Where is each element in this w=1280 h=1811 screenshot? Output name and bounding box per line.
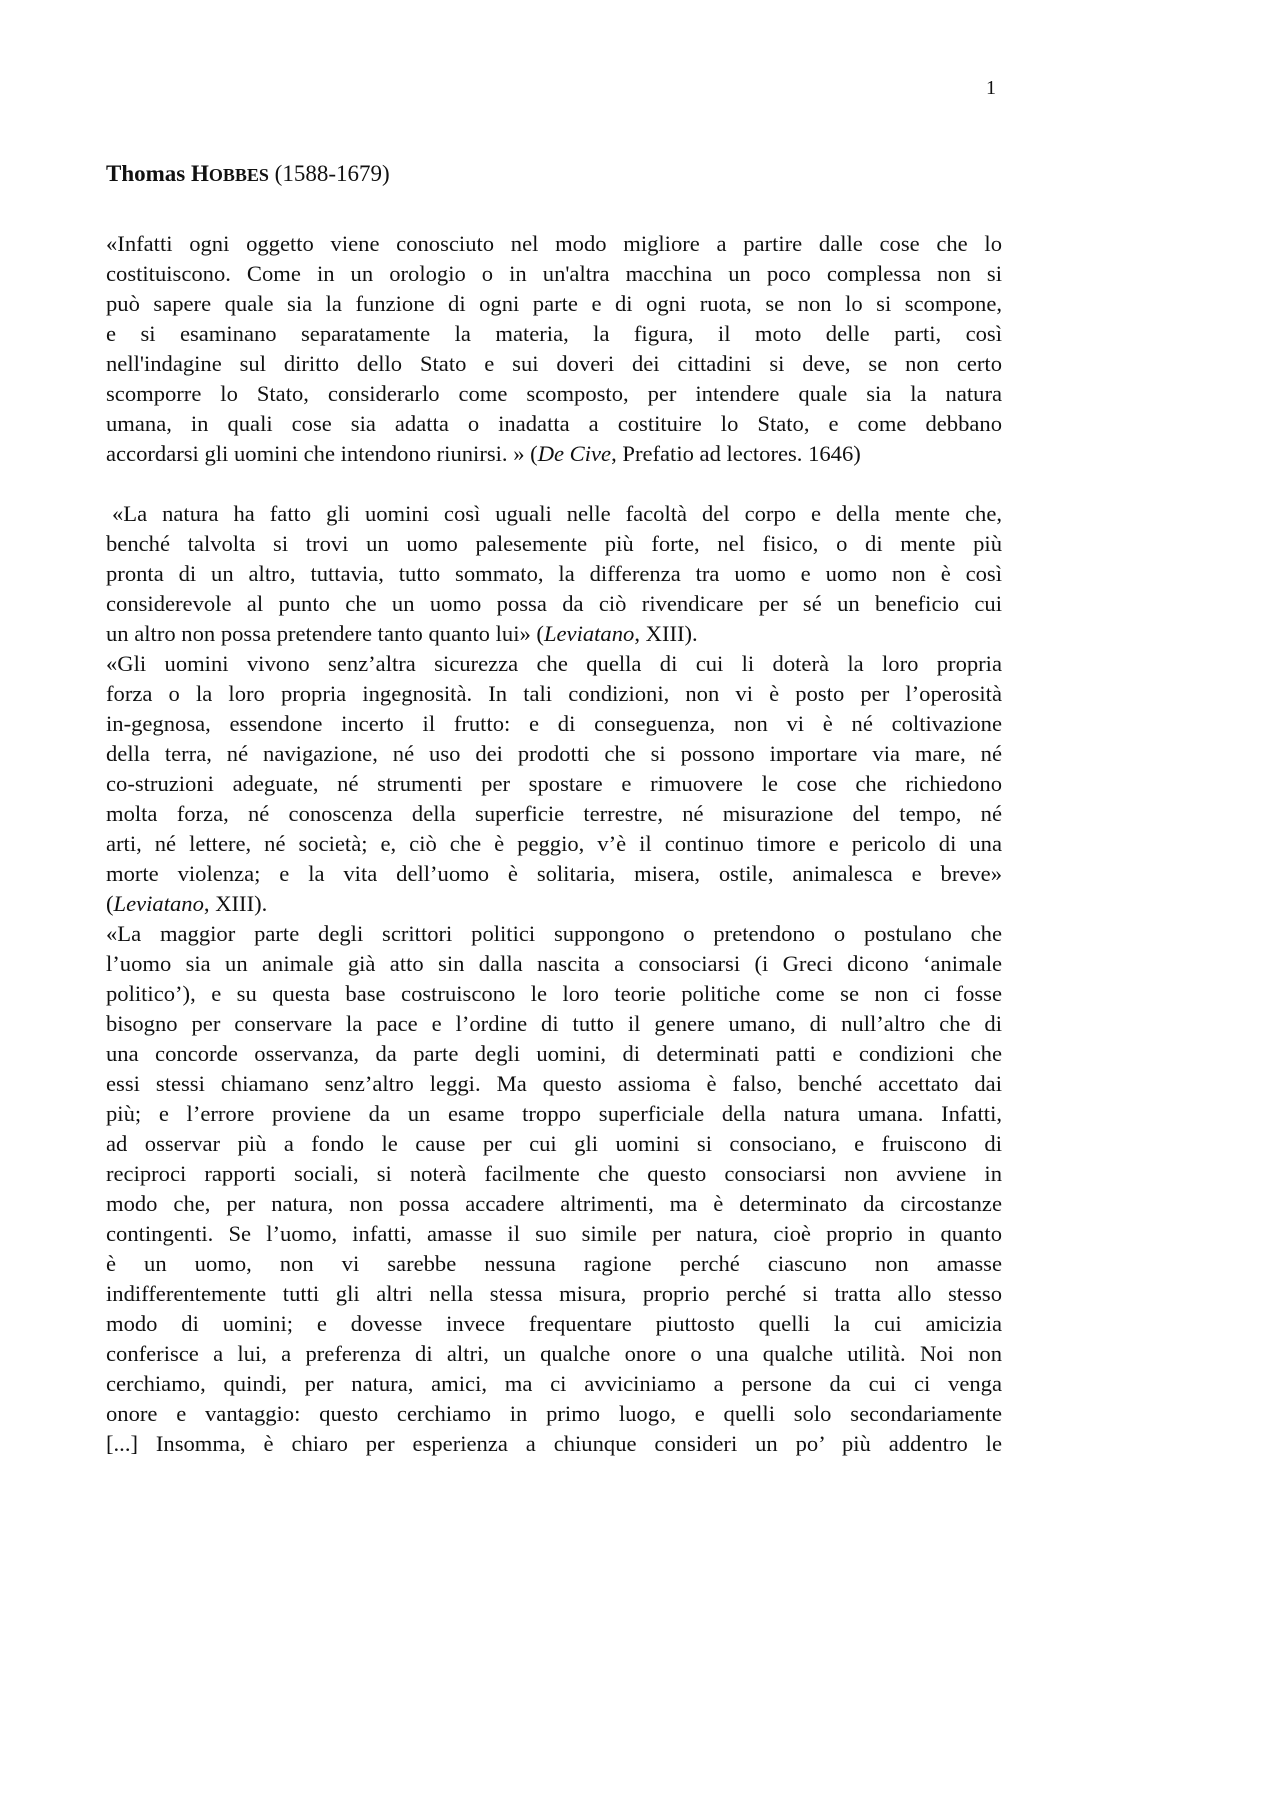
citation-rest: , XIII). [634,621,698,646]
text-line: [...] Insomma, è chiaro per esperienza a chiunque consideri un po’ più addentro le [106,1431,1002,1456]
text-line-with-citation [106,889,1002,919]
quote-de-cive [106,229,1002,469]
text-line: contingenti. Se l’uomo, infatti, amasse il suo simile per natura, cioè proprio in quanto [106,1221,1002,1246]
citation-work-title: Leviatano [113,891,204,916]
text-line: politico’), e su questa base costruiscono le loro teorie politiche come se non ci fosse [106,981,1002,1006]
text-line: pronta di un altro, tuttavia, tutto sommato, la differenza tra uomo e uomo non è così [106,561,1002,586]
text-line: in-gegnosa, essendone incerto il frutto: e di conseguenza, non vi è né coltivazione [106,711,1002,736]
quote-leviatano [106,499,1002,1459]
page-number: 1 [986,77,996,99]
text-line: può sapere quale sia la funzione di ogni parte e di ogni ruota, se non lo si scompone, [106,291,1002,316]
text-line: modo di uomini; e dovesse invece frequentare piuttosto quelli la cui amicizia [106,1311,1002,1336]
text-line: «La maggior parte degli scrittori politici suppongono o pretendono o postulano che [106,921,1002,946]
text-line: reciproci rapporti sociali, si noterà facilmente che questo consociarsi non avviene in [106,1161,1002,1186]
text-line: co-struzioni adeguate, né strumenti per spostare e rimuovere le cose che richiedono [106,771,1002,796]
text-line: scomporre lo Stato, considerarlo come scomposto, per intendere quale sia la natura [106,381,1002,406]
text-line: cerchiamo, quindi, per natura, amici, ma ci avviciniamo a persone da cui ci venga [106,1371,1002,1396]
citation-prefix: un altro non possa pretendere tanto quanto lui» ( [106,621,544,646]
text-line: umana, in quali cose sia adatta o inadatta a costituire lo Stato, e come debbano [106,411,1002,436]
text-line: modo che, per natura, non possa accadere altrimenti, ma è determinato da circostanze [106,1191,1002,1216]
citation-rest: , XIII). [203,891,268,916]
citation-prefix: accordarsi gli uomini che intendono riunirsi. » ( [106,441,538,466]
text-line: indifferentemente tutti gli altri nella stessa misura, proprio perché si tratta allo stesso [106,1281,1002,1306]
page-title [106,160,390,189]
text-line: morte violenza; e la vita dell’uomo è solitaria, misera, ostile, animalesca e breve» [106,861,1002,886]
citation-prefix: ( [106,891,114,916]
text-line: forza o la loro propria ingegnosità. In tali condizioni, non vi è posto per l’operosità [106,681,1002,706]
citation-work-title: Leviatano [543,621,635,646]
text-line: l’uomo sia un animale già atto sin dalla nascita a consociarsi (i Greci dicono ‘animale [106,951,1002,976]
text-line: molta forza, né conoscenza della superficie terrestre, né misurazione del tempo, né [106,801,1002,826]
text-line: e si esaminano separatamente la materia, la figura, il moto delle parti, così [106,321,1002,346]
text-line: bisogno per conservare la pace e l’ordine di tutto il genere umano, di null’altro che di [106,1011,1002,1036]
author-surname-rest: OBBES [208,165,269,185]
text-line: «La natura ha fatto gli uomini così uguali nelle facoltà del corpo e della mente che, [112,501,1002,526]
text-line: più; e l’errore proviene da un esame troppo superficiale della natura umana. Infatti, [106,1101,1002,1126]
text-line: è un uomo, non vi sarebbe nessuna ragione perché ciascuno non amasse [106,1251,1002,1276]
citation-rest: , Prefatio ad lectores. 1646) [611,441,861,466]
citation-work-title: De Cive [537,441,612,466]
text-line-with-citation [106,619,1002,649]
text-line: conferisce a lui, a preferenza di altri, un qualche onore o una qualche utilità. Noi non [106,1341,1002,1366]
author-surname-initial: H [191,161,209,186]
text-line: «Gli uomini vivono senz’altra sicurezza che quella di cui li doterà la loro propria [106,651,1002,676]
text-line: una concorde osservanza, da parte degli uomini, di determinati patti e condizioni che [106,1041,1002,1066]
text-line: onore e vantaggio: questo cerchiamo in primo luogo, e quelli solo secondariamente [106,1401,1002,1426]
text-line: della terra, né navigazione, né uso dei prodotti che si possono importare via mare, né [106,741,1002,766]
text-line: nell'indagine sul diritto dello Stato e sui doveri dei cittadini si deve, se non certo [106,351,1002,376]
text-line-with-citation [106,439,1002,469]
text-line: benché talvolta si trovi un uomo palesemente più forte, nel fisico, o di mente più [106,531,1002,556]
text-line: essi stessi chiamano senz’altro leggi. Ma questo assioma è falso, benché accettato dai [106,1071,1002,1096]
text-line: ad osservar più a fondo le cause per cui gli uomini si consociano, e fruiscono di [106,1131,1002,1156]
author-first-name: Thomas [106,161,191,186]
text-line: «Infatti ogni oggetto viene conosciuto nel modo migliore a partire dalle cose che lo [106,231,1002,256]
text-line: considerevole al punto che un uomo possa da ciò rivendicare per sé un beneficio cui [106,591,1002,616]
text-line: costituiscono. Come in un orologio o in un'altra macchina un poco complessa non si [106,261,1002,286]
text-line: arti, né lettere, né società; e, ciò che è peggio, v’è il continuo timore e pericolo di una [106,831,1002,856]
author-dates: (1588-1679) [268,161,390,186]
